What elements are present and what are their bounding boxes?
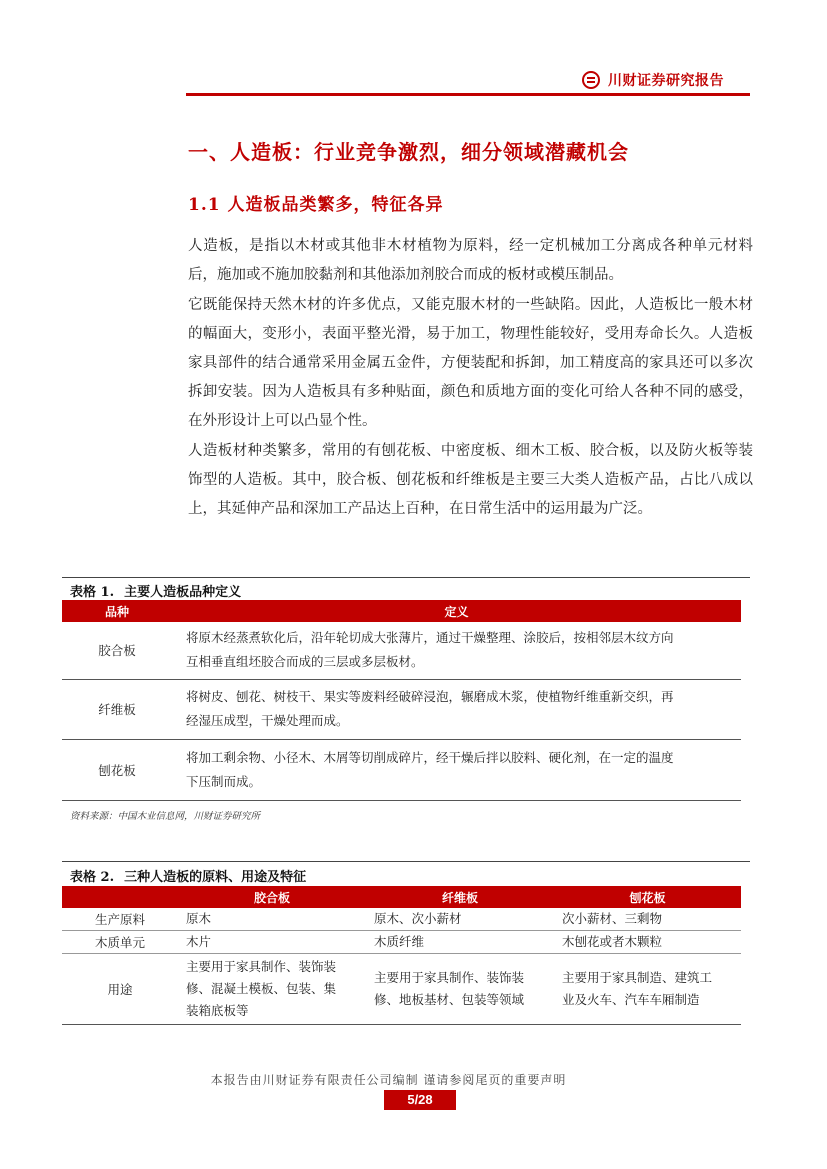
table-row <box>62 908 741 931</box>
table-row <box>62 739 741 800</box>
table1-header-row <box>62 600 741 622</box>
brand-name: 川财证券研究报告 <box>608 73 724 89</box>
def-line: 下压制而成。 <box>186 773 262 789</box>
cell-line: 主要用于家具制作、装饰装 <box>186 959 337 974</box>
table2-caption-text: 三种人造板的原料、用途及特征 <box>124 870 307 885</box>
table2-cell: 木质纤维 <box>366 931 554 954</box>
table1-source: 资料来源：中国木业信息网，川财证券研究所 <box>70 811 261 822</box>
table1-caption <box>70 581 241 600</box>
table2-cell: 次小薪材、三剩物 <box>554 908 741 931</box>
cell-line: 修、混凝土模板、包装、集 <box>186 981 337 996</box>
table2-caption <box>70 866 306 885</box>
table2-caption-num: 表格 2. <box>70 870 115 885</box>
section-heading: 一、人造板：行业竞争激烈，细分领域潜藏机会 <box>188 140 629 164</box>
header-rule <box>186 93 750 96</box>
table2-header-fiberboard: 纤维板 <box>366 886 554 908</box>
table1-def-cell <box>172 622 741 679</box>
table2-header-plywood: 胶合板 <box>178 886 366 908</box>
table2-cell: 原木 <box>178 908 366 931</box>
table-row <box>62 931 741 954</box>
table2-cell <box>554 954 741 1025</box>
table-row <box>62 622 741 679</box>
table1-type-cell: 刨花板 <box>62 739 172 800</box>
table1-caption-text: 主要人造板品种定义 <box>124 585 242 600</box>
header-brand <box>582 70 724 90</box>
table2-cell: 木刨花或者木颗粒 <box>554 931 741 954</box>
table2-row-label: 木质单元 <box>62 931 178 954</box>
brand-logo-icon <box>582 71 600 89</box>
table1-type-cell: 纤维板 <box>62 679 172 739</box>
cell-line: 业及火车、汽车车厢制造 <box>562 992 700 1007</box>
table-row <box>62 679 741 739</box>
table2-row-label: 用途 <box>62 954 178 1025</box>
cell-line: 主要用于家具制造、建筑工 <box>562 970 713 985</box>
paragraph-3: 人造板材种类繁多，常用的有刨花板、中密度板、细木工板、胶合板，以及防火板等装饰型的人造板。其中，胶合板、刨花板和纤维板是主要三大类人造板产品，占比八成以上，其延伸产品和深加工产品达上百种，在日常生活中的运用最为广泛。 <box>188 443 753 517</box>
table1 <box>62 600 741 801</box>
subsection-heading: 1.1 人造板品类繁多，特征各异 <box>188 195 444 215</box>
table1-header-def: 定义 <box>172 600 741 622</box>
paragraph-2: 它既能保持天然木材的许多优点，又能克服木材的一些缺陷。因此，人造板比一般木材的幅面大，变形小，表面平整光滑，易于加工，物理性能较好，受用寿命长久。人造板家具部件的结合通常采用金属五金件，方便装配和拆卸，加工精度高的家具还可以多次拆卸安装。因为人造板具有多种贴面，颜色和质地方面的变化可给人各种不同的感受，在外形设计上可以凸显个性。 <box>188 297 753 429</box>
table2-cell <box>366 954 554 1025</box>
def-line: 互相垂直组坯胶合而成的三层或多层板材。 <box>186 654 424 670</box>
page-number: 5/28 <box>384 1090 456 1110</box>
def-line: 将加工剩余物、小径木、木屑等切削成碎片，经干燥后拌以胶料、硬化剂，在一定的温度 <box>186 749 674 765</box>
cell-line: 主要用于家具制作、装饰装 <box>374 970 525 985</box>
paragraph-1: 人造板，是指以木材或其他非木材植物为原料，经一定机械加工分离成各种单元材料后，施加或不施加胶黏剂和其他添加剂胶合而成的板材或模压制品。 <box>188 238 753 283</box>
table2 <box>62 886 741 1025</box>
table2-header-particleboard: 刨花板 <box>554 886 741 908</box>
cell-line: 修、地板基材、包装等领域 <box>374 992 525 1007</box>
table1-caption-num: 表格 1. <box>70 585 115 600</box>
table2-top-rule <box>62 861 750 862</box>
table1-header-type: 品种 <box>62 600 172 622</box>
table2-header-row <box>62 886 741 908</box>
def-line: 经湿压成型，干燥处理而成。 <box>186 713 349 728</box>
table2-cell <box>178 954 366 1025</box>
table2-cell: 木片 <box>178 931 366 954</box>
table1-def-cell <box>172 679 741 739</box>
table2-header-blank <box>62 886 178 908</box>
table1-def-cell <box>172 739 741 800</box>
table-row <box>62 954 741 1025</box>
def-line: 将原木经蒸煮软化后，沿年轮切成大张薄片，通过干燥整理、涂胶后，按相邻层木纹方向 <box>186 630 674 646</box>
table1-type-cell: 胶合板 <box>62 622 172 679</box>
def-line: 将树皮、刨花、树枝干、果实等废料经破碎浸泡，辗磨成木浆，使植物纤维重新交织，再 <box>186 689 674 704</box>
cell-line: 装箱底板等 <box>186 1003 249 1018</box>
table2-row-label: 生产原料 <box>62 908 178 931</box>
table1-top-rule <box>62 577 750 578</box>
footer-disclaimer: 本报告由川财证券有限责任公司编制 谨请参阅尾页的重要声明 <box>210 1073 567 1087</box>
table2-cell: 原木、次小薪材 <box>366 908 554 931</box>
